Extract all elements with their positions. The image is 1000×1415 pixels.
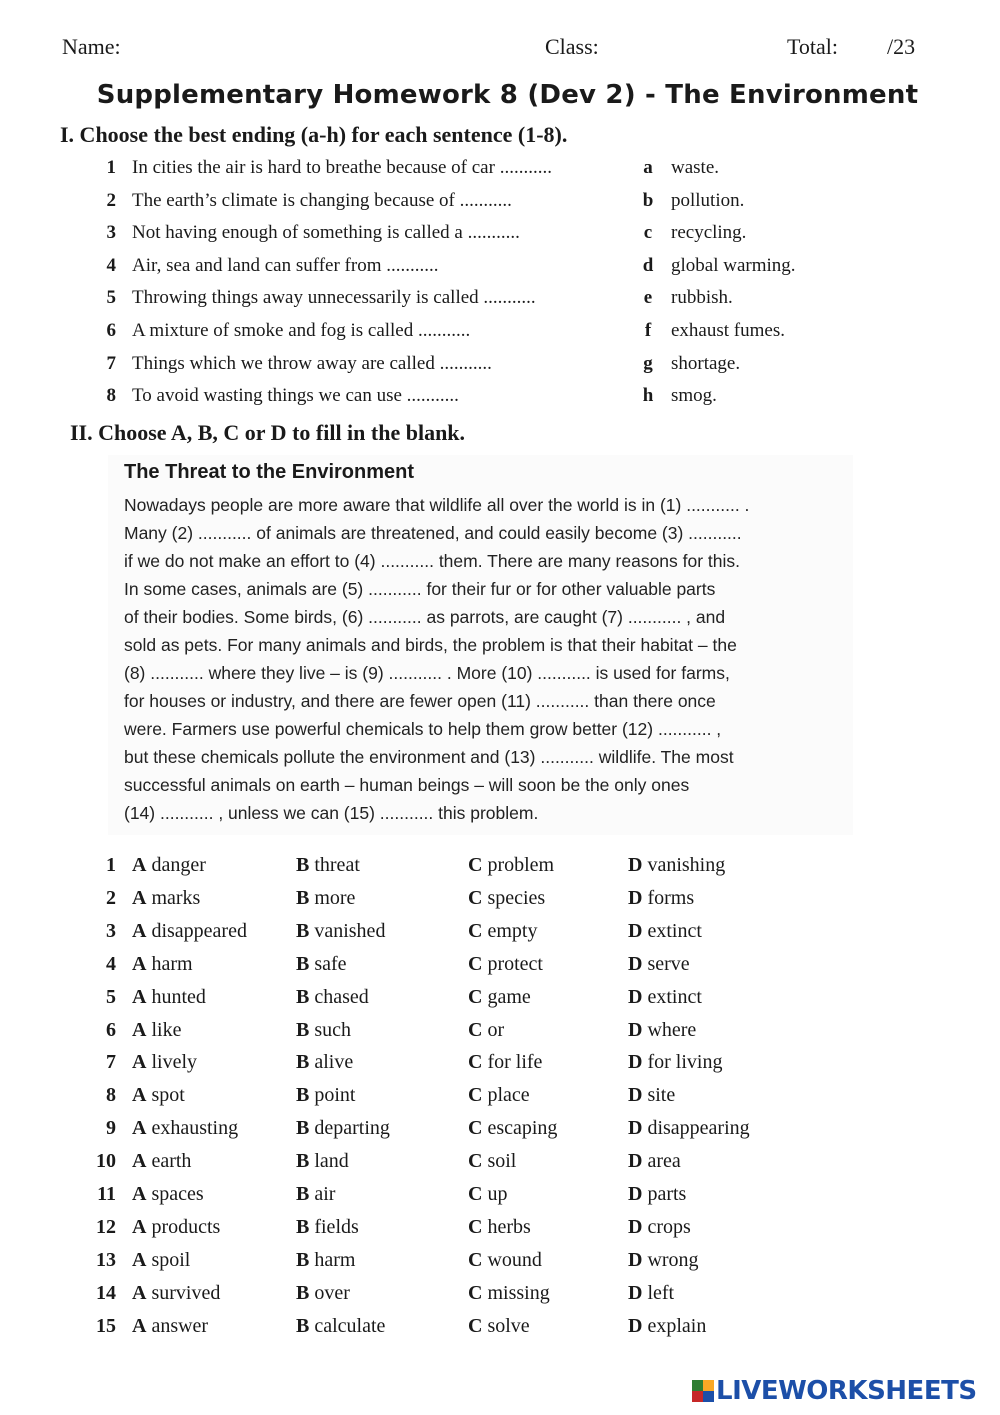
- option-b[interactable]: [296, 1084, 355, 1107]
- option-text: empty: [487, 919, 538, 942]
- question-row: [0, 1150, 1000, 1180]
- passage-line: Many (2) ........... of animals are threatened, and could easily become (3) ...........: [124, 523, 742, 543]
- passage-line: sold as pets. For many animals and birds, the problem is that their habitat – the: [124, 635, 737, 655]
- option-text: calculate: [314, 1314, 386, 1337]
- option-text: extinct: [647, 919, 702, 942]
- question-row: [0, 854, 1000, 884]
- option-letter: B: [296, 1281, 310, 1304]
- passage-line: if we do not make an effort to (4) ........... them. There are many reasons for this.: [124, 551, 741, 571]
- option-text: crops: [647, 1215, 691, 1238]
- question-number: 2: [106, 886, 116, 909]
- section-2-heading: II. Choose A, B, C or D to fill in the blank.: [70, 420, 466, 445]
- option-text: or: [487, 1018, 505, 1041]
- question-row: [0, 1183, 1000, 1213]
- option-c[interactable]: [468, 920, 537, 943]
- sentence-stem: Throwing things away unnecessarily is called ...........: [132, 287, 536, 309]
- option-a[interactable]: [132, 953, 193, 976]
- option-letter: C: [468, 1117, 483, 1140]
- ending-option: global warming.: [671, 254, 796, 276]
- option-d[interactable]: [628, 1117, 750, 1140]
- option-a[interactable]: [132, 1315, 208, 1338]
- option-letter: D: [628, 919, 643, 942]
- option-text: solve: [487, 1314, 530, 1337]
- option-text: site: [647, 1084, 676, 1107]
- question-row: [0, 1249, 1000, 1279]
- option-letter: A: [132, 854, 147, 876]
- option-c[interactable]: [468, 1084, 530, 1107]
- option-letter: C: [468, 854, 483, 876]
- matching-row: [0, 157, 1000, 187]
- option-a[interactable]: [132, 920, 247, 943]
- option-d[interactable]: [628, 1051, 722, 1074]
- question-number: 14: [96, 1281, 116, 1304]
- question-number: 11: [97, 1183, 116, 1205]
- option-text: escaping: [487, 1117, 558, 1140]
- option-d[interactable]: [628, 1084, 675, 1107]
- option-text: for life: [487, 1051, 543, 1074]
- total-value: /23: [887, 34, 916, 59]
- option-c[interactable]: [468, 1183, 507, 1206]
- option-letter: C: [468, 1215, 483, 1238]
- item-number: 3: [106, 222, 116, 244]
- option-text: fields: [314, 1215, 359, 1238]
- logo-tiles-icon: [692, 1380, 714, 1402]
- question-number: 13: [96, 1248, 116, 1271]
- option-letter: B: [296, 854, 310, 876]
- option-letter: A: [132, 1117, 147, 1140]
- item-number: 7: [106, 352, 116, 374]
- option-letter: D: [628, 952, 643, 975]
- passage-line: were. Farmers use powerful chemicals to help them grow better (12) ........... ,: [124, 719, 722, 739]
- item-number: 2: [106, 189, 116, 211]
- question-row: [0, 1216, 1000, 1246]
- ending-letter: a: [643, 157, 653, 178]
- option-text: over: [314, 1281, 350, 1304]
- option-b[interactable]: [296, 920, 385, 943]
- ending-option: waste.: [671, 157, 720, 178]
- option-letter: A: [132, 1018, 147, 1041]
- question-row: [0, 1051, 1000, 1081]
- ending-option: recycling.: [671, 222, 747, 244]
- option-text: threat: [314, 854, 360, 876]
- ending-option: smog.: [671, 385, 717, 407]
- option-b[interactable]: [296, 1150, 349, 1173]
- option-b[interactable]: [296, 953, 347, 976]
- sentence-stem: In cities the air is hard to breathe because of car ...........: [132, 157, 552, 178]
- option-a[interactable]: [132, 1216, 220, 1239]
- option-letter: D: [628, 1018, 643, 1041]
- option-text: extinct: [647, 985, 702, 1008]
- question-row: [0, 1117, 1000, 1147]
- option-letter: D: [628, 1051, 643, 1074]
- option-text: serve: [647, 952, 690, 975]
- option-c[interactable]: [468, 1249, 542, 1272]
- matching-row: [0, 353, 1000, 383]
- option-letter: A: [132, 1314, 147, 1337]
- option-b[interactable]: [296, 1282, 350, 1305]
- option-letter: B: [296, 1084, 310, 1107]
- question-row: [0, 1084, 1000, 1114]
- option-text: herbs: [487, 1215, 531, 1238]
- option-a[interactable]: [132, 1183, 204, 1206]
- option-text: disappearing: [647, 1117, 750, 1140]
- option-letter: D: [628, 1215, 643, 1238]
- item-number: 8: [106, 385, 116, 407]
- option-d[interactable]: [628, 1282, 674, 1305]
- option-letter: C: [468, 886, 483, 909]
- option-text: departing: [314, 1117, 390, 1140]
- option-letter: C: [468, 952, 483, 975]
- ending-letter: g: [643, 352, 653, 374]
- option-a[interactable]: [132, 1019, 181, 1042]
- option-c[interactable]: [468, 1150, 516, 1173]
- option-text: harm: [151, 952, 193, 975]
- question-number: 15: [96, 1314, 116, 1337]
- passage-title: The Threat to the Environment: [124, 461, 415, 483]
- option-text: more: [314, 886, 356, 909]
- option-letter: C: [468, 919, 483, 942]
- passage-line: In some cases, animals are (5) ........... for their fur or for other valuable parts: [124, 579, 716, 599]
- option-c[interactable]: [468, 1019, 504, 1042]
- option-letter: C: [468, 1183, 483, 1205]
- ending-letter: c: [643, 222, 653, 244]
- option-letter: B: [296, 1215, 310, 1238]
- option-text: alive: [314, 1051, 354, 1074]
- option-c[interactable]: [468, 1051, 542, 1074]
- option-letter: A: [132, 1281, 147, 1304]
- option-text: area: [647, 1150, 681, 1173]
- option-letter: C: [468, 1281, 483, 1304]
- option-text: air: [314, 1183, 336, 1205]
- option-text: soil: [487, 1150, 517, 1173]
- sentence-stem: A mixture of smoke and fog is called ...........: [132, 320, 471, 341]
- option-letter: A: [132, 1150, 147, 1173]
- option-letter: A: [132, 1183, 147, 1205]
- option-letter: D: [628, 854, 643, 876]
- sentence-stem: To avoid wasting things we can use ...........: [132, 385, 459, 407]
- question-number: 3: [106, 919, 116, 942]
- option-text: up: [487, 1183, 508, 1205]
- ending-option: exhaust fumes.: [671, 320, 785, 341]
- option-text: spoil: [151, 1248, 191, 1271]
- question-row: [0, 920, 1000, 950]
- option-d[interactable]: [628, 887, 694, 910]
- option-text: like: [151, 1018, 182, 1041]
- option-letter: C: [468, 1051, 483, 1074]
- option-b[interactable]: [296, 986, 369, 1009]
- option-c[interactable]: [468, 986, 531, 1009]
- option-d[interactable]: [628, 854, 725, 877]
- option-a[interactable]: [132, 1249, 190, 1272]
- passage-line: of their bodies. Some birds, (6) ........... as parrots, are caught (7) ........... , and: [124, 607, 726, 627]
- option-d[interactable]: [628, 986, 702, 1009]
- option-text: problem: [487, 854, 555, 876]
- ending-option: rubbish.: [671, 287, 733, 309]
- option-text: forms: [647, 886, 695, 909]
- passage-line: for houses or industry, and there are fewer open (11) ........... than there once: [124, 691, 716, 711]
- option-c[interactable]: [468, 1282, 550, 1305]
- option-letter: C: [468, 1150, 483, 1173]
- question-number: 8: [106, 1084, 116, 1107]
- option-letter: D: [628, 886, 643, 909]
- option-letter: A: [132, 985, 147, 1008]
- question-number: 12: [96, 1215, 116, 1238]
- option-c[interactable]: [468, 1117, 557, 1140]
- option-letter: D: [628, 1084, 643, 1107]
- option-letter: A: [132, 1051, 147, 1074]
- option-letter: B: [296, 1314, 310, 1337]
- option-text: spot: [151, 1084, 185, 1107]
- ending-letter: b: [642, 189, 654, 211]
- option-text: hunted: [151, 985, 206, 1008]
- option-letter: D: [628, 985, 643, 1008]
- question-row: [0, 986, 1000, 1016]
- item-number: 6: [106, 320, 116, 341]
- option-letter: B: [296, 1117, 310, 1140]
- option-letter: C: [468, 1314, 483, 1337]
- option-a[interactable]: [132, 887, 200, 910]
- option-text: exhausting: [151, 1117, 239, 1140]
- section-1-heading: I. Choose the best ending (a-h) for each sentence (1-8).: [60, 122, 568, 147]
- total-label: Total:: [787, 34, 839, 59]
- option-a[interactable]: [132, 854, 206, 877]
- matching-row: [0, 222, 1000, 252]
- option-text: such: [314, 1018, 352, 1041]
- option-text: point: [314, 1084, 356, 1107]
- option-text: lively: [151, 1051, 197, 1074]
- option-b[interactable]: [296, 1183, 335, 1206]
- option-text: earth: [151, 1150, 192, 1173]
- class-label: Class:: [545, 34, 599, 59]
- option-letter: B: [296, 886, 310, 909]
- option-letter: B: [296, 1248, 310, 1271]
- matching-row: [0, 255, 1000, 285]
- option-d[interactable]: [628, 953, 690, 976]
- option-b[interactable]: [296, 1019, 351, 1042]
- ending-option: shortage.: [671, 352, 741, 374]
- question-number: 5: [106, 985, 116, 1008]
- question-row: [0, 1282, 1000, 1312]
- option-letter: A: [132, 952, 147, 975]
- option-b[interactable]: [296, 854, 360, 877]
- option-letter: A: [132, 919, 147, 942]
- option-text: where: [647, 1018, 697, 1041]
- option-letter: B: [296, 1051, 310, 1074]
- option-text: species: [487, 886, 546, 909]
- option-letter: C: [468, 1248, 483, 1271]
- option-text: for living: [647, 1051, 723, 1074]
- option-text: answer: [151, 1314, 209, 1337]
- option-d[interactable]: [628, 1150, 681, 1173]
- matching-row: [0, 320, 1000, 350]
- option-c[interactable]: [468, 1216, 531, 1239]
- option-text: parts: [647, 1183, 687, 1205]
- option-text: land: [314, 1150, 349, 1173]
- ending-letter: d: [642, 254, 654, 276]
- page-title: Supplementary Homework 8 (Dev 2) - The Environment: [96, 80, 919, 110]
- option-letter: D: [628, 1150, 643, 1173]
- liveworksheets-logo: [692, 1374, 977, 1408]
- option-d[interactable]: [628, 1183, 686, 1206]
- option-text: marks: [151, 886, 201, 909]
- sentence-stem: Things which we throw away are called ...........: [132, 352, 492, 374]
- question-number: 7: [106, 1051, 116, 1074]
- matching-row: [0, 385, 1000, 415]
- option-letter: D: [628, 1248, 643, 1271]
- ending-letter: f: [644, 320, 652, 341]
- question-row: [0, 1019, 1000, 1049]
- option-letter: B: [296, 919, 310, 942]
- option-letter: C: [468, 985, 483, 1008]
- option-d[interactable]: [628, 1216, 691, 1239]
- passage-line: but these chemicals pollute the environment and (13) ........... wildlife. The most: [124, 747, 734, 767]
- option-d[interactable]: [628, 920, 702, 943]
- option-letter: B: [296, 1183, 310, 1205]
- question-row: [0, 953, 1000, 983]
- ending-option: pollution.: [671, 189, 745, 211]
- option-letter: B: [296, 1018, 310, 1041]
- option-letter: A: [132, 1215, 147, 1238]
- matching-row: [0, 287, 1000, 317]
- option-a[interactable]: [132, 1282, 220, 1305]
- matching-row: [0, 190, 1000, 220]
- option-d[interactable]: [628, 1019, 696, 1042]
- item-number: 4: [106, 254, 116, 276]
- option-text: vanished: [314, 919, 386, 942]
- option-text: spaces: [151, 1183, 204, 1205]
- option-letter: D: [628, 1314, 643, 1337]
- option-letter: B: [296, 985, 310, 1008]
- option-letter: A: [132, 1084, 147, 1107]
- passage-line: (14) ........... , unless we can (15) ........... this problem.: [124, 803, 539, 823]
- option-letter: B: [296, 952, 310, 975]
- option-text: missing: [487, 1281, 550, 1304]
- option-text: disappeared: [151, 919, 247, 942]
- option-text: harm: [314, 1248, 356, 1271]
- reading-passage: [108, 455, 853, 835]
- option-c[interactable]: [468, 854, 554, 877]
- option-a[interactable]: [132, 1150, 191, 1173]
- option-a[interactable]: [132, 986, 206, 1009]
- option-letter: A: [132, 1248, 147, 1271]
- option-letter: C: [468, 1018, 483, 1041]
- question-row: [0, 1315, 1000, 1345]
- option-letter: D: [628, 1281, 643, 1304]
- option-b[interactable]: [296, 887, 355, 910]
- name-label: Name:: [62, 34, 121, 59]
- option-a[interactable]: [132, 1051, 197, 1074]
- question-number: 9: [106, 1117, 116, 1140]
- item-number: 1: [106, 157, 116, 178]
- question-number: 4: [106, 952, 116, 975]
- option-letter: D: [628, 1183, 643, 1205]
- option-b[interactable]: [296, 1051, 353, 1074]
- option-text: place: [487, 1084, 530, 1107]
- passage-line: successful animals on earth – human beings – will soon be the only ones: [124, 775, 690, 795]
- option-c[interactable]: [468, 953, 543, 976]
- option-text: chased: [314, 985, 369, 1008]
- option-letter: C: [468, 1084, 483, 1107]
- option-text: protect: [487, 952, 543, 975]
- option-text: products: [151, 1215, 221, 1238]
- option-b[interactable]: [296, 1216, 359, 1239]
- question-number: 10: [96, 1150, 116, 1173]
- option-b[interactable]: [296, 1249, 355, 1272]
- option-c[interactable]: [468, 1315, 530, 1338]
- brand-text: LIVEWORKSHEETS: [716, 1376, 977, 1406]
- option-d[interactable]: [628, 1249, 699, 1272]
- option-text: explain: [647, 1314, 707, 1337]
- question-number: 6: [106, 1018, 116, 1041]
- item-number: 5: [106, 287, 116, 309]
- passage-line: (8) ........... where they live – is (9) ........... . More (10) ........... is used for farms,: [124, 663, 730, 683]
- ending-letter: h: [642, 385, 654, 407]
- option-a[interactable]: [132, 1084, 185, 1107]
- question-row: [0, 887, 1000, 917]
- option-a[interactable]: [132, 1117, 238, 1140]
- option-text: wound: [487, 1248, 542, 1271]
- sentence-stem: The earth’s climate is changing because of ...........: [132, 189, 512, 211]
- option-text: game: [487, 985, 531, 1008]
- option-b[interactable]: [296, 1117, 390, 1140]
- option-letter: B: [296, 1150, 310, 1173]
- option-d[interactable]: [628, 1315, 706, 1338]
- option-b[interactable]: [296, 1315, 385, 1338]
- option-text: danger: [151, 854, 206, 876]
- question-number: 1: [106, 854, 116, 876]
- option-text: left: [647, 1281, 675, 1304]
- option-text: wrong: [647, 1248, 699, 1271]
- option-letter: D: [628, 1117, 643, 1140]
- ending-letter: e: [643, 287, 653, 309]
- option-c[interactable]: [468, 887, 545, 910]
- option-text: survived: [151, 1281, 221, 1304]
- option-letter: A: [132, 886, 147, 909]
- sentence-stem: Not having enough of something is called a ...........: [132, 222, 520, 244]
- option-text: vanishing: [647, 854, 726, 876]
- passage-line: Nowadays people are more aware that wildlife all over the world is in (1) ........... .: [124, 495, 750, 515]
- sentence-stem: Air, sea and land can suffer from ...........: [132, 254, 439, 276]
- option-text: safe: [314, 952, 347, 975]
